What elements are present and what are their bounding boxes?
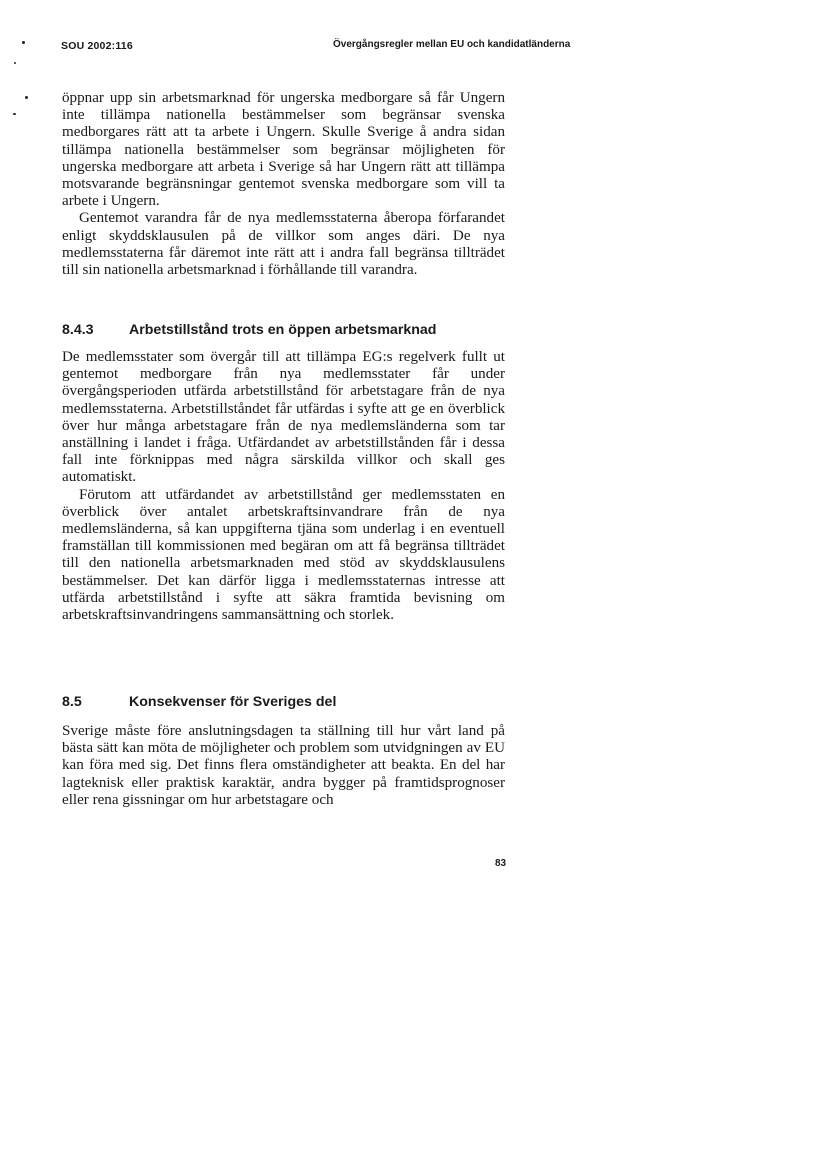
section-heading-8-5 [62,694,336,710]
paragraph: Sverige måste före anslutningsdagen ta ställning till hur vårt land på bästa sätt kan möta de möjligheter och problem som utvidgningen av EU kan föra med sig. Det finns flera omständigheter att beakta. En del har lagteknisk eller praktisk karaktär, andra bygger på framtidsprognoser eller rena gissningar om hur arbetstagare och [62,723,505,808]
section-title: Arbetstillstånd trots en öppen arbetsmarknad [129,322,437,338]
section-heading-8-4-3 [62,322,436,338]
scan-speck [25,96,28,99]
paragraph: Förutom att utfärdandet av arbetstillstånd ger medlemsstaten en överblick över antalet arbetskraftsinvandrare från de nya medlemsländerna, så kan uppgifterna tjäna som underlag i en eventuell framställan till kommissionen med begäran om att få begränsa tillträdet till den nationella arbetsmarknaden med stöd av skyddsklausulens bestämmelser. Det kan därför ligga i medlemsstaternas intresse att utfärda arbetstillstånd i syfte att säkra framtida bevisning om arbetskraftsinvandringens sammansättning och storlek. [62,486,505,624]
section-body-8-4-3 [62,349,505,624]
paragraph: öppnar upp sin arbetsmarknad för ungerska medborgare så får Ungern inte tillämpa nationella bestämmelser som begränsar svenska medborgares rätt att ta arbete i Ungern. Skulle Sverige å andra sidan tillämpa nationella bestämmelser som begränsar möjligheten för ungerska medborgare att arbeta i Sverige så har Ungern rätt att tillämpa motsvarande begränsningar gentemot svenska medborgare som vill ta arbete i Ungern. [62,90,505,210]
scan-speck [13,113,16,115]
scan-speck [14,62,16,64]
running-header-left: SOU 2002:116 [61,40,133,52]
paragraph: De medlemsstater som övergår till att tillämpa EG:s regelverk fullt ut gentemot medborgare från nya medlemsstater får under övergångsperioden utfärda arbetstillstånd för arbetstagare från de nya medlemsstaterna. Arbetstillståndet får utfärdas i syfte att ge en överblick över hur många arbetstagare från de nya medlemsländerna som tar anställning i landet i fråga. Utfärdandet av arbetstillstånden får i dessa fall inte förknippas med några särskilda villkor och skall ges automatiskt. [62,349,505,486]
section-title: Konsekvenser för Sveriges del [129,694,337,710]
scan-speck [22,41,25,44]
running-header-right: Övergångsregler mellan EU och kandidatländerna [333,39,571,50]
section-number: 8.5 [62,694,82,710]
section-body-8-5 [62,723,505,809]
continuation-text [62,90,505,279]
paragraph: Gentemot varandra får de nya medlemsstaterna åberopa förfarandet enligt skyddsklausulen på de villkor som anges däri. De nya medlemsstaterna får däremot inte rätt att i andra fall begränsa tillträdet till sin nationella arbetsmarknad i förhållande till varandra. [62,210,505,279]
page-number: 83 [495,858,507,869]
section-number: 8.4.3 [62,322,94,338]
